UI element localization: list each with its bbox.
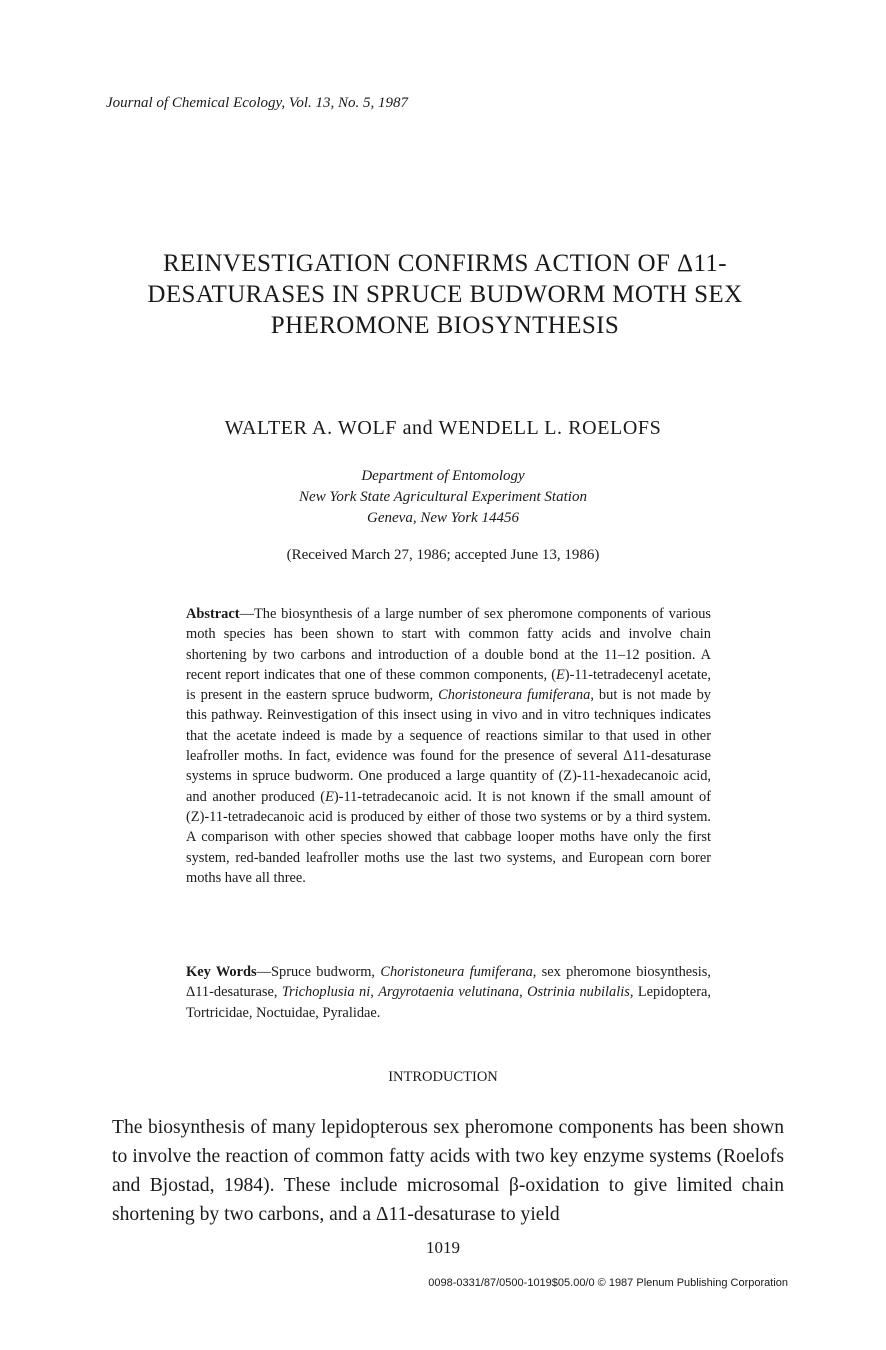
section-heading-introduction: INTRODUCTION [388,1069,498,1085]
affiliation-location: Geneva, New York 14456 [367,510,519,526]
author-list: WALTER A. WOLF and WENDELL L. ROELOFS [224,417,662,439]
abstract-text: )-11-tetradecanoic acid. It is not known if the small amount of (Z)-11-tetradecanoic acid is produced by either of those two systems or by a third system. A comparison with other species showed that cabbage looper moths have only the first system, red-banded leafroller moths use the last two systems, and European corn borer moths have all three. [186,788,711,886]
abstract-italic: E [325,788,334,805]
abstract-label: Abstract [186,606,240,622]
copyright-line: 0098-0331/87/0500-1019$05.00/0 © 1987 Plenum Publishing Corporation [428,1277,788,1289]
abstract-italic: E [556,666,565,683]
journal-citation: Journal of Chemical Ecology, Vol. 13, No. 5, 1987 [106,95,409,111]
abstract [186,604,711,888]
key-words-text: , sex pheromone biosynthesis, Δ11-desaturase, [186,964,711,1001]
received-dates: (Received March 27, 1986; accepted June 13, 1986) [286,547,600,563]
affiliation-department: Department of Entomology [361,468,525,484]
page-number: 1019 [426,1238,460,1257]
key-words-species: Ostrinia nubilalis [527,984,630,1001]
affiliation [0,466,886,529]
key-words-text: , [519,984,528,1001]
key-words-label: Key Words [186,964,257,980]
abstract-species: Choristoneura fumiferana [438,687,591,704]
affiliation-station: New York State Agricultural Experiment Station [299,489,587,505]
key-words-species: Choristoneura fumiferana [380,964,533,980]
key-words [186,962,711,1023]
article-title: REINVESTIGATION CONFIRMS ACTION OF Δ11-DESATURASES IN SPRUCE BUDWORM MOTH SEX PHEROMONE BIOSYNTHESIS [147,250,743,339]
abstract-text: )-11-tetradecenyl acetate, is present in the eastern spruce budworm, [186,666,711,704]
introduction-paragraph: The biosynthesis of many lepidopterous sex pheromone components has been shown to involve the reaction of common fatty acids with two key enzyme systems (Roelofs and Bjostad, 1984). These include microsomal β-oxidation to give limited chain shortening by two carbons, and a Δ11-desaturase to yield [112,1117,784,1225]
abstract-text: , but is not made by this pathway. Reinvestigation of this insect using in vivo and in vitro techniques indicates that the acetate indeed is made by a sequence of reactions similar to that used in other leafroller moths. In fact, evidence was found for the presence of several Δ11-desaturase systems in spruce budworm. One produced a large quantity of (Z)-11-hexadecanoic acid, and another produced ( [186,687,711,805]
key-words-text: , [370,984,379,1001]
key-words-text: —Spruce budworm, [256,964,381,980]
key-words-text: , Lepidoptera, Tortricidae, Noctuidae, Pyralidae. [186,984,711,1021]
abstract-text: —The biosynthesis of a large number of sex pheromone components of various moth species has been shown to start with common fatty acids and involve chain shortening by two carbons and introduction of a double bond at the 11–12 position. A recent report indicates that one of these common components, ( [186,606,711,683]
key-words-species: Trichoplusia ni [281,984,371,1001]
key-words-species: Argyrotaenia velutinana [378,984,520,1001]
